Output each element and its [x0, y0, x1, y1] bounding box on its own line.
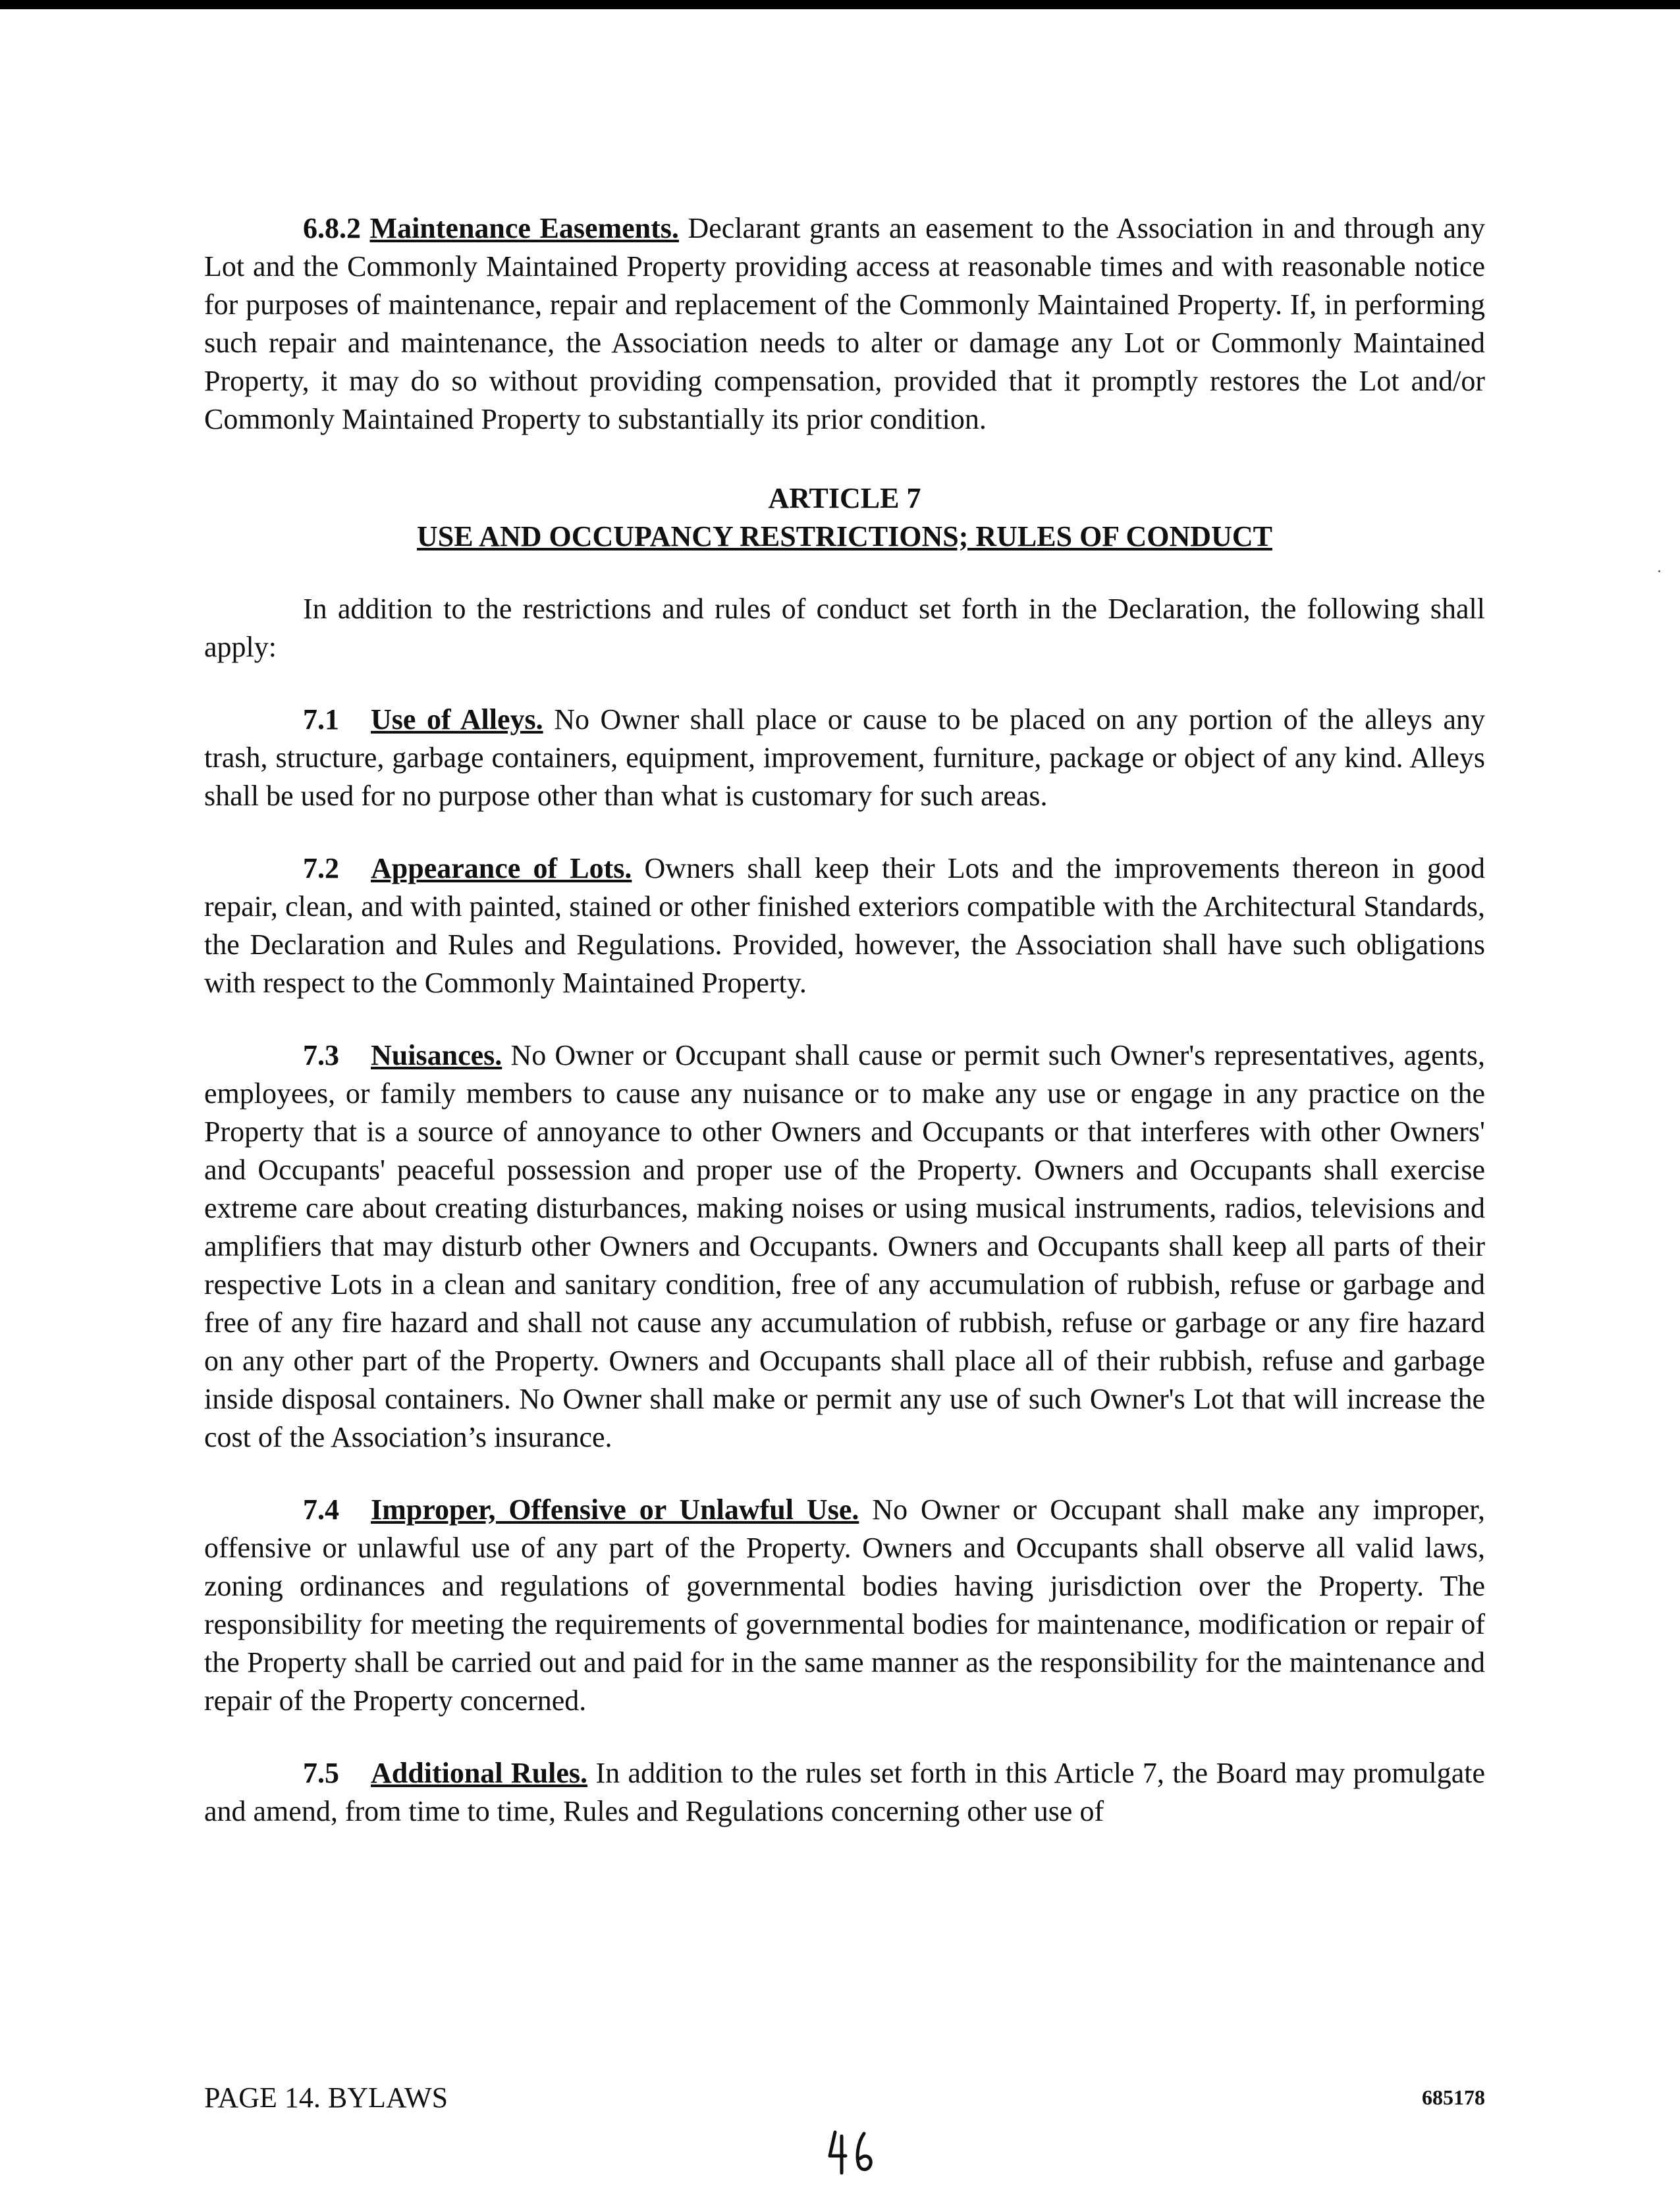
section-heading: Improper, Offensive or Unlawful Use. — [371, 1493, 859, 1526]
section-number: 7.4 — [303, 1493, 339, 1526]
document-number: 685178 — [1422, 2085, 1485, 2109]
section-number: 7.3 — [303, 1039, 339, 1071]
section-number: 7.5 — [303, 1757, 339, 1789]
section-6-8-2 — [204, 209, 1485, 439]
article-label: ARTICLE 7 — [768, 482, 921, 514]
section-heading: Use of Alleys. — [371, 703, 543, 736]
section-heading: Appearance of Lots. — [371, 852, 632, 884]
section-7-3 — [204, 1036, 1485, 1457]
section-text: In addition to the rules set forth in this Article 7, the Board may promulgate and amend, from time to time, Rules and Regulations concerning other use of — [204, 1757, 1485, 1827]
section-number: 6.8.2 — [303, 212, 361, 244]
section-number: 7.2 — [303, 852, 339, 884]
section-heading: Maintenance Easements. — [369, 212, 679, 244]
section-7-4 — [204, 1491, 1485, 1720]
handwritten-page-number — [823, 2127, 882, 2180]
article-title: USE AND OCCUPANCY RESTRICTIONS; RULES OF CONDUCT — [417, 520, 1272, 552]
section-heading: Additional Rules. — [371, 1757, 588, 1789]
section-text: No Owner or Occupant shall cause or permit such Owner's representatives, agents, employees, or family members to cause any nuisance or to make any use or engage in any practice on the Property that is a source of annoyance to other Owners and Occupants or that interferes with other Owners' and Occupants' peaceful possession and proper use of the Property. Owners and Occupants shall exercise extreme care about creating disturbances, making noises or using musical instruments, radios, televisions and amplifiers that may disturb other Owners and Occupants. Owners and Occupants shall keep all parts of their respective Lots in a clean and sanitary condition, free of any accumulation of rubbish, refuse or garbage and free of any fire hazard and shall not cause any accumulation of rubbish, refuse or garbage or any fire hazard on any other part of the Property. Owners and Occupants shall place all of their rubbish, refuse and garbage inside disposal containers. No Owner shall make or permit any use of such Owner's Lot that will increase the cost of the Association’s insurance. — [204, 1039, 1485, 1453]
section-heading: Nuisances. — [371, 1039, 502, 1071]
page-footer-label: PAGE 14. BYLAWS — [204, 2081, 448, 2114]
section-7-2 — [204, 849, 1485, 1002]
scan-speck — [1658, 570, 1660, 572]
section-7-1 — [204, 701, 1485, 815]
section-7-5 — [204, 1754, 1485, 1831]
page-body — [204, 209, 1485, 1831]
scan-top-edge — [0, 0, 1680, 9]
section-text: Owners shall keep their Lots and the improvements thereon in good repair, clean, and with painted, stained or other finished exteriors compatible with the Architectural Standards, the Declaration and Rules and Regulations. Provided, however, the Association shall have such obligations with respect to the Commonly Maintained Property. — [204, 852, 1485, 999]
article-intro: In addition to the restrictions and rules of conduct set forth in the Declaration, the following shall apply: — [204, 593, 1485, 663]
section-text: No Owner or Occupant shall make any improper, offensive or unlawful use of any part of the Property. Owners and Occupants shall observe all valid laws, zoning ordinances and regulations of governmental bodies having jurisdiction over the Property. The responsibility for meeting the requirements of governmental bodies for maintenance, modification or repair of the Property shall be carried out and paid for in the same manner as the responsibility for the maintenance and repair of the Property concerned. — [204, 1493, 1485, 1717]
section-text: Declarant grants an easement to the Association in and through any Lot and the Commonly Maintained Property providing access at reasonable times and with reasonable notice for purposes of maintenance, repair and replacement of the Commonly Maintained Property. If, in performing such repair and maintenance, the Association needs to alter or damage any Lot or Commonly Maintained Property, it may do so without providing compensation, provided that it promptly restores the Lot and/or Commonly Maintained Property to substantially its prior condition. — [204, 212, 1485, 435]
section-text: No Owner shall place or cause to be placed on any portion of the alleys any trash, structure, garbage containers, equipment, improvement, furniture, package or object of any kind. Alleys shall be used for no purpose other than what is customary for such areas. — [204, 703, 1485, 812]
section-number: 7.1 — [303, 703, 339, 736]
